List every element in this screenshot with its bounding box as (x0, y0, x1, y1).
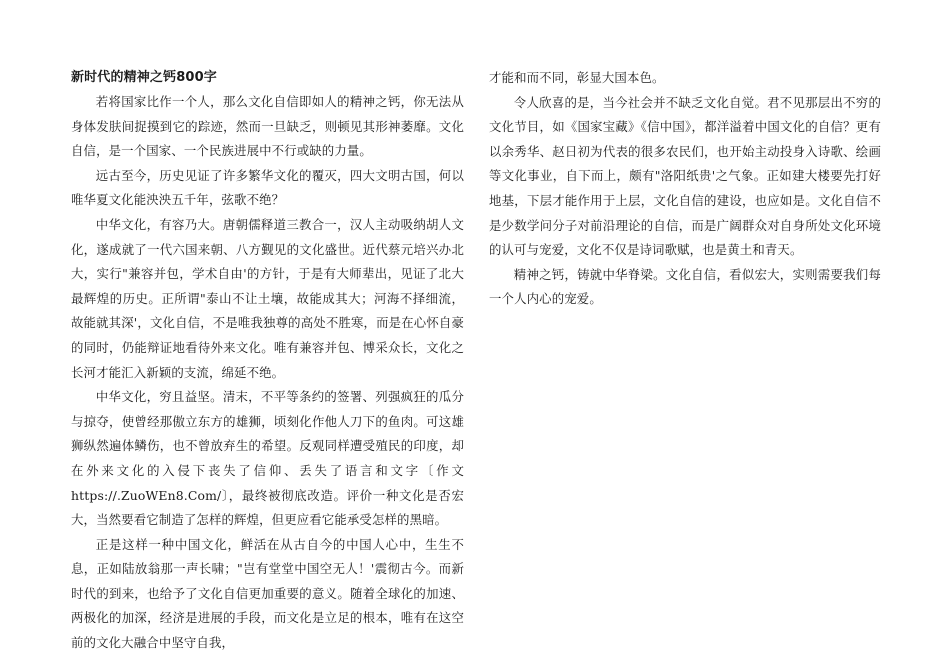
document-title: 新时代的精神之钙800字 (71, 70, 217, 85)
paragraph-intro: 若将国家比作一个人，那么文化自信即如人的精神之钙，你无法从身体发肤间捉摸到它的踪迹，然而一旦缺乏，则顿见其形神萎靡。文化自信，是一个国家、一个民族进展中不行或缺的力量。 (71, 94, 464, 159)
paragraph-conclusion: 精神之钙，铸就中华脊梁。文化自信，看似宏大，实则需要我们每一个人内心的宠爱。 (489, 266, 881, 307)
paragraph-inclusive: 中华文化，有容乃大。唐朝儒释道三教合一，汉人主动吸纳胡人文化，遂成就了一代六国来朝、八方觐见的文化盛世。近代蔡元培兴办北大，实行"兼容并包，学术自由'的方针，于是有大师辈出，见证了北大最辉煌的历史。正所谓"泰山不让土壤，故能成其大；河海不择细流，故能就其深'，文化自信，不是唯我独尊的高处不胜寒，而是在心怀自豪的同时，仍能辩证地看待外来文化。唯有兼容并包、博采众长，文化之长河才能汇入新颖的支流，绵延不绝。 (71, 216, 464, 380)
paragraph-continuation: 才能和而不同，彰显大国本色。 (489, 70, 665, 85)
paragraph-new-era: 正是这样一种中国文化，鲜活在从古自今的中国人心中，生生不息，正如陆放翁那一声长啸；"岂有堂堂中国空无人！'震彻古今。而新时代的到来，也给予了文化自信更加重要的意义。随着全球化的加速、两极化的加深，经济是进展的手段，而文化是立足的根本，唯有在这空前的文化大融合中坚守自我， (71, 536, 464, 651)
right-column (489, 66, 881, 312)
left-column (71, 66, 464, 656)
paragraph-resilient: 中华文化，穷且益坚。清末，不平等条约的签署、列强疯狂的瓜分与掠夺，使曾经那傲立东方的雄狮，顷刻化作他人刀下的鱼肉。可这雄狮纵然遍体鳞伤，也不曾放弃生的希望。反观同样遭受殖民的印度，却在外来文化的入侵下丧失了信仰、丢失了语言和文字〔作文https://.ZuoWEn8.Com/〕，最终被彻底改造。评价一种文化是否宏大，当然要看它制造了怎样的辉煌，但更应看它能承受怎样的黑暗。 (71, 389, 464, 528)
paragraph-cultural-awareness: 令人欣喜的是，当今社会并不缺乏文化自觉。君不见那层出不穷的文化节目，如《国家宝藏》《信中国》，都洋溢着中国文化的自信？更有以余秀华、赵日初为代表的很多农民们，也开始主动投身入诗歌、绘画等文化事业，自下而上，颇有"洛阳纸贵'之气象。正如建大楼要先打好地基，下层才能作用于上层，文化自信的建设，也应如是。文化自信不是少数学问分子对前沿理论的自信，而是广阔群众对自身所处文化环境的认可与宠爱，文化不仅是诗词歌赋，也是黄土和青天。 (489, 94, 881, 258)
paragraph-history: 远古至今，历史见证了许多繁华文化的覆灭，四大文明古国，何以唯华夏文化能泱泱五千年，弦歌不绝？ (71, 167, 464, 208)
